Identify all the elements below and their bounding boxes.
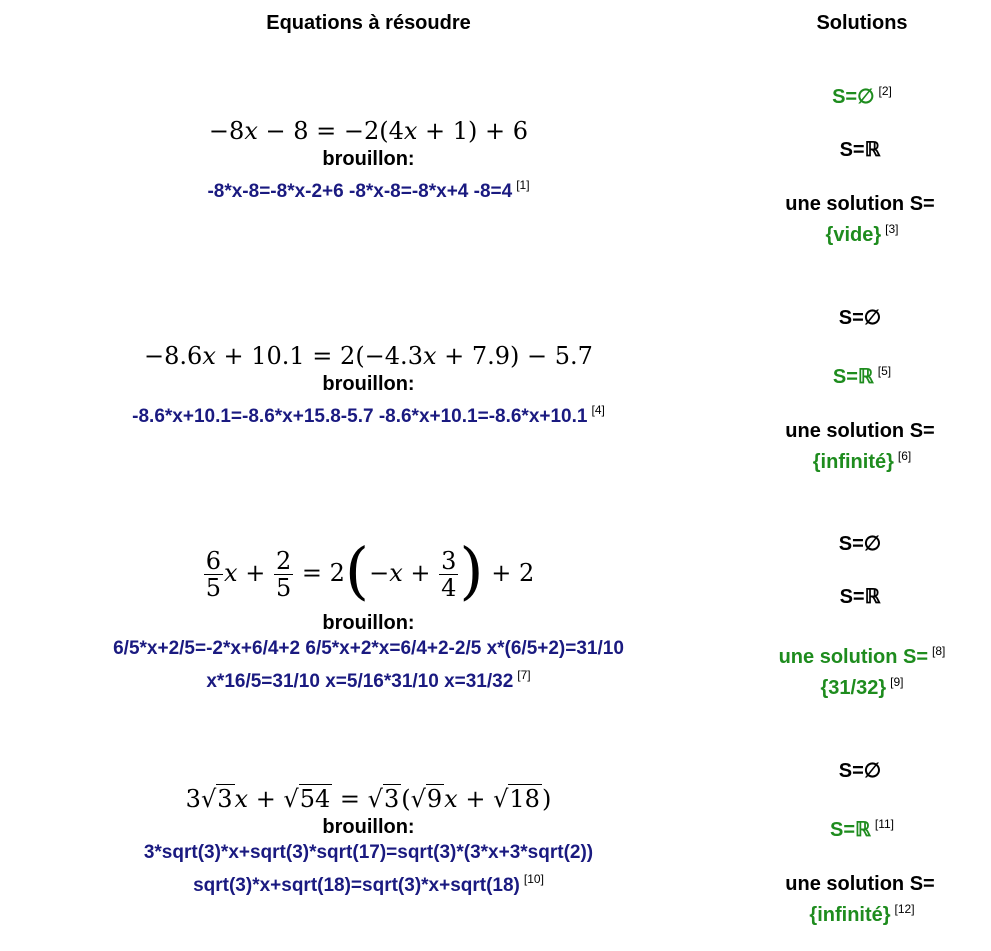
footnote-ref[interactable]: [4]: [591, 403, 605, 417]
work-line: sqrt(3)*x+sqrt(18)=sqrt(3)*x+sqrt(18) [10]: [193, 872, 544, 896]
option-empty-set[interactable]: S=∅: [838, 307, 882, 329]
equation-block-1: [0, 116, 737, 205]
option-all-reals[interactable]: S=ℝ [5]: [832, 364, 892, 388]
brouillon-label: brouillon:: [322, 148, 415, 170]
equation-block-2: [0, 341, 737, 430]
equation-2: −8.6x + 10.1 = 2(−4.3x + 7.9) − 5.7: [144, 342, 593, 370]
solution-value: {vide} [3]: [825, 222, 899, 246]
solution-value: {infinité} [6]: [812, 449, 912, 473]
option-all-reals[interactable]: S=ℝ: [839, 139, 881, 161]
equation-3: $\frac{6}{5}$ x + $\frac{2}{5}$ = 2(−x + $\frac{3}{4}$ ) + 2: [205, 533, 535, 607]
equations-header: Equations à résoudre: [266, 12, 471, 34]
option-empty-set[interactable]: S=∅ [2]: [832, 84, 892, 108]
work-line: -8*x-8=-8*x-2+6 -8*x-8=-8*x+4 -8=4 [1]: [207, 178, 530, 202]
option-empty-set[interactable]: S=∅: [838, 533, 882, 555]
option-all-reals[interactable]: S=ℝ [11]: [830, 817, 894, 841]
option-one-solution[interactable]: une solution S=: [785, 420, 935, 442]
work-line: 6/5*x+2/5=-2*x+6/4+2 6/5*x+2*x=6/4+2-2/5 x*(6/5+2)=31/10: [113, 638, 624, 659]
equation-block-4: [0, 784, 737, 899]
solutions-header: Solutions: [816, 12, 908, 34]
work-line: x*16/5=31/10 x=5/16*31/10 x=31/32 [7]: [206, 668, 531, 692]
option-one-solution[interactable]: une solution S=: [785, 193, 935, 215]
footnote-ref[interactable]: [7]: [517, 668, 531, 682]
option-one-solution[interactable]: une solution S=: [785, 873, 935, 895]
solution-value: {31/32} [9]: [820, 675, 904, 699]
brouillon-label: brouillon:: [322, 612, 415, 634]
option-all-reals[interactable]: S=ℝ: [839, 586, 881, 608]
option-one-solution[interactable]: une solution S= [8]: [778, 644, 946, 668]
option-empty-set[interactable]: S=∅: [838, 760, 882, 782]
brouillon-label: brouillon:: [322, 816, 415, 838]
equation-4: 3√3x + √54 = √3(√9x + √18): [185, 785, 552, 813]
footnote-ref[interactable]: [10]: [523, 872, 544, 886]
equation-1: −8x − 8 = −2(4x + 1) + 6: [208, 117, 529, 145]
work-line: -8.6*x+10.1=-8.6*x+15.8-5.7 -8.6*x+10.1=-8.6*x+10.1 [4]: [132, 403, 605, 427]
brouillon-label: brouillon:: [322, 373, 415, 395]
work-line: 3*sqrt(3)*x+sqrt(3)*sqrt(17)=sqrt(3)*(3*x+3*sqrt(2)): [143, 842, 594, 863]
equation-block-3: [0, 533, 737, 695]
solution-value: {infinité} [12]: [809, 902, 915, 926]
footnote-ref[interactable]: [1]: [516, 178, 530, 192]
